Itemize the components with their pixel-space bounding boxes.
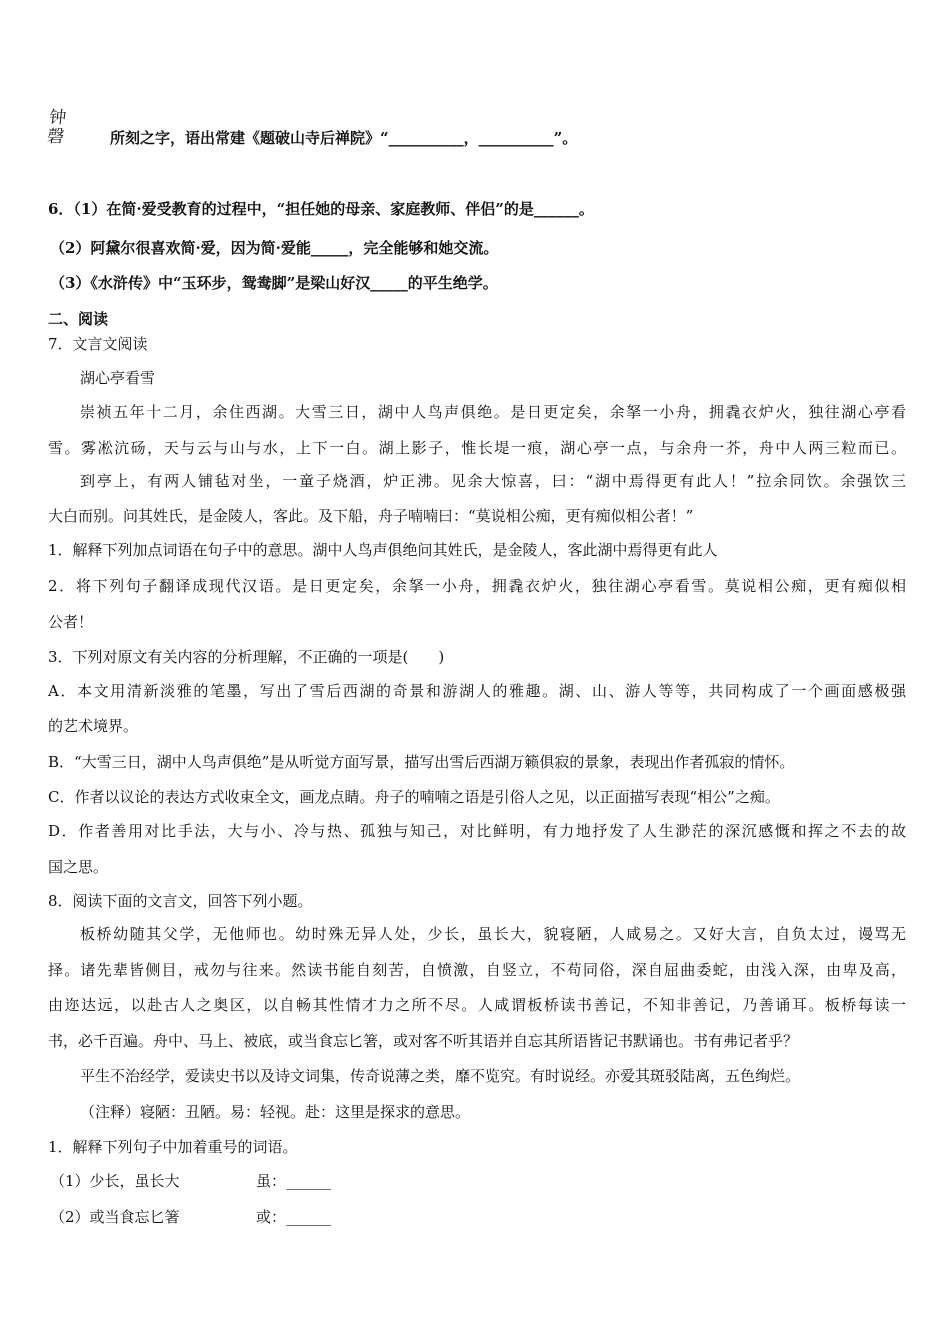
- q7-option-c: C．作者以议论的表达方式收束全文，画龙点睛。舟子的喃喃之语是引俗人之见，以正面描写表现“相公”之痴。: [48, 788, 780, 806]
- q7-option-d-2: 国之思。: [48, 858, 109, 876]
- q7-passage-p2a: 到亭上，有两人铺毡对坐，一童子烧酒，炉正沸。见余大惊喜，曰：“湖中焉得更有此人！”拉余同饮。余强饮三: [80, 472, 906, 490]
- q7-label: 7．文言文阅读: [48, 335, 148, 353]
- q8-passage-p1d: 书，必千百遍。舟中、马上、被底，或当食忘匕箸，或对客不听其语并自忘其所语皆记书默诵也。书有弗记者乎？: [48, 1032, 799, 1050]
- q8-item-1-right: 虽：______: [256, 1172, 332, 1190]
- q8-subq-1: 1．解释下列句子中加着重号的词语。: [48, 1138, 298, 1156]
- q7-subq-3: 3．下列对原文有关内容的分析理解，不正确的一项是( ): [48, 648, 445, 666]
- section-heading: 二、阅读: [48, 310, 109, 328]
- q8-passage-p1b: 择。诸先辈皆侧目，戒勿与往来。然读书能自刻苦，自愤激，自竖立，不苟同俗，深自屈曲委蛇，由浅入深，由卑及高，: [48, 961, 906, 979]
- seal-line-2: 磬: [46, 127, 65, 147]
- q5-tail-text: 所刻之字，语出常建《题破山寺后禅院》“__________，__________”。: [110, 129, 578, 147]
- q7-passage-title: 湖心亭看雪: [80, 369, 156, 387]
- q8-passage-p1a: 板桥幼随其父学，无他师也。幼时殊无异人处，少长，虽长大，貌寝陋，人咸易之。又好大言，自负太过，谩骂无: [80, 925, 906, 943]
- seal-image: [46, 109, 110, 149]
- q8-item-2-right: 或：______: [256, 1208, 332, 1226]
- q8-passage-p2: 平生不治经学，爱读史书以及诗文词集，传奇说薄之类，靡不览究。有时说经。亦爱其斑驳陆离，五色绚烂。: [80, 1067, 801, 1085]
- q8-note: （注释）寝陋：丑陋。易：轻视。赴：这里是探求的意思。: [80, 1103, 471, 1121]
- q6-line-2: （2）阿黛尔很喜欢简·爱，因为简·爱能_____，完全能够和她交流。: [50, 239, 499, 257]
- q7-option-a-1: A．本文用清新淡雅的笔墨，写出了雪后西湖的奇景和游湖人的雅趣。湖、山、游人等等，共同构成了一个画面感极强: [48, 682, 906, 700]
- q8-item-2-left: （2）或当食忘匕箸: [50, 1208, 180, 1226]
- q8-passage-p1c: 由迩达远，以赴古人之奥区，以自畅其性情才力之所不尽。人咸谓板桥读书善记，不知非善记，乃善诵耳。板桥每读一: [48, 996, 906, 1014]
- q7-subq-2a: 2．将下列句子翻译成现代汉语。是日更定矣，余拏一小舟，拥毳衣炉火，独往湖心亭看雪。莫说相公痴，更有痴似相: [48, 577, 906, 595]
- q7-passage-p1a: 崇祯五年十二月，余住西湖。大雪三日，湖中人鸟声俱绝。是日更定矣，余拏一小舟，拥毳衣炉火，独往湖心亭看: [80, 403, 906, 421]
- q7-passage-p1b: 雪。雾凇沆砀，天与云与山与水，上下一白。湖上影子，惟长堤一痕，湖心亭一点，与余舟一芥，舟中人两三粒而已。: [48, 439, 906, 457]
- q7-subq-2b: 公者！: [48, 613, 94, 631]
- q7-passage-p2b: 大白而别。问其姓氏，是金陵人，客此。及下船，舟子喃喃曰：“莫说相公痴，更有痴似相公者！”: [48, 507, 694, 525]
- q8-label: 8．阅读下面的文言文，回答下列小题。: [48, 892, 313, 910]
- q7-subq-1: 1．解释下列加点词语在句子中的意思。湖中人鸟声俱绝问其姓氏，是金陵人，客此湖中焉得更有此人: [48, 541, 718, 559]
- seal-line-1: 钟: [48, 108, 67, 128]
- q6-line-1: 6．（1）在简·爱受教育的过程中，“担任她的母亲、家庭教师、伴侣”的是______。: [48, 200, 594, 218]
- q7-option-b: B．“大雪三日，湖中人鸟声俱绝”是从听觉方面写景，描写出雪后西湖万籁俱寂的景象，表现出作者孤寂的情怀。: [48, 753, 795, 771]
- q6-line-3: （3）《水浒传》中“玉环步，鸳鸯脚”是梁山好汉_____的平生绝学。: [50, 274, 498, 292]
- q7-option-d-1: D．作者善用对比手法，大与小、冷与热、孤独与知己，对比鲜明，有力地抒发了人生渺茫的深沉感慨和挥之不去的故: [48, 822, 906, 840]
- q8-item-1-left: （1）少长，虽长大: [50, 1172, 180, 1190]
- q7-option-a-2: 的艺术境界。: [48, 717, 139, 735]
